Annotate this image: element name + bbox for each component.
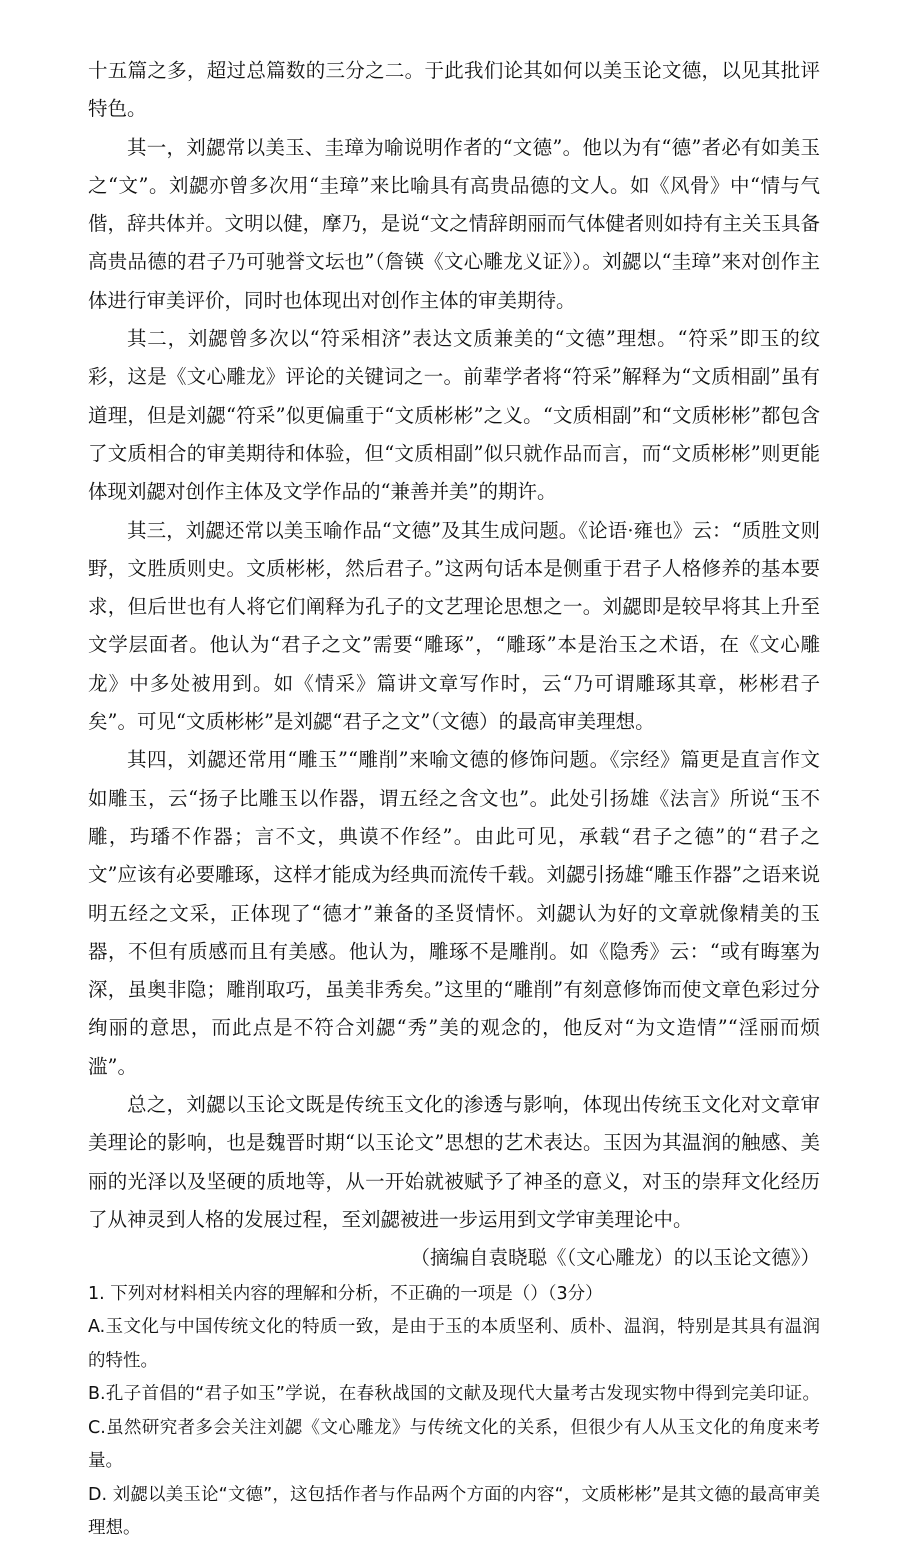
question-option-b-c: B.孔子首倡的“君子如玉”学说，在春秋战国的文献及现代大量考古发现实物中得到完美印证。C.虽然研究者多会关注刘勰《文心雕龙》与传统文化的关系，但很少有人从玉文化的角度来考量。 <box>88 1384 820 1471</box>
question-option-a: A.玉文化与中国传统文化的特质一致，是由于玉的本质坚利、质朴、温润，特别是其具有温润的特性。 <box>88 1317 820 1371</box>
article-source-citation: （摘编自袁晓聪《（文心雕龙）的以玉论文德》） <box>410 1246 820 1270</box>
question-option-d: D. 刘勰以美玉论“文德”，这包括作者与作品两个方面的内容“，文质彬彬”是其文德的最高审美理想。 <box>88 1484 820 1538</box>
article-paragraph-3: 其三，刘勰还常以美玉喻作品“文德”及其生成问题。《论语·雍也》云：“质胜文则野，文胜质则史。文质彬彬，然后君子。”这两句话本是侧重于君子人格修养的基本要求，但后世也有人将它们阐释为孔子的文艺理论思想之一。刘勰即是较早将其上升至文学层面者。他认为“君子之文”需要“雕琢”，“雕琢”本是治玉之术语，在《文心雕龙》中多处被用到。如《情采》篇讲文章写作时，云“乃可谓雕琢其章，彬彬君子矣”。可见“文质彬彬”是刘勰“君子之文”（文德）的最高审美理想。 <box>88 518 820 734</box>
article-paragraph-continuation: 十五篇之多，超过总篇数的三分之二。于此我们论其如何以美玉论文德，以见其批评特色。 <box>88 59 820 121</box>
question-stem: 1. 下列对材料相关内容的理解和分析，不正确的一项是（）（3分） <box>88 1283 603 1304</box>
article-paragraph-1: 其一，刘勰常以美玉、圭璋为喻说明作者的“文德”。他以为有“德”者必有如美玉之“文”。刘勰亦曾多次用“圭璋”来比喻具有高贵品德的文人。如《风骨》中“情与气偕，辞共体并。文明以健，摩乃，是说“文之情辞朗丽而气体健者则如持有主关玉具备高贵品德的君子乃可驰誉文坛也”（詹锳《文心雕龙义证》）。刘勰以“圭璋”来对创作主体进行审美评价，同时也体现出对创作主体的审美期待。 <box>88 135 820 312</box>
document-page <box>88 52 820 1546</box>
article-paragraph-conclusion: 总之，刘勰以玉论文既是传统玉文化的渗透与影响，体现出传统玉文化对文章审美理论的影响，也是魏晋时期“以玉论文”思想的艺术表达。玉因为其温润的触感、美丽的光泽以及坚硬的质地等，从一开始就被赋予了神圣的意义，对玉的崇拜文化经历了从神灵到人格的发展过程，至刘勰被进一步运用到文学审美理论中。 <box>88 1093 820 1231</box>
article-paragraph-2: 其二，刘勰曾多次以“符采相济”表达文质兼美的“文德”理想。“符采”即玉的纹彩，这是《文心雕龙》评论的关键词之一。前辈学者将“符采”解释为“文质相副”虽有道理，但是刘勰“符采”似更偏重于“文质彬彬”之义。“文质相副”和“文质彬彬”都包含了文质相合的审美期待和体验，但“文质相副”似只就作品而言，而“文质彬彬”则更能体现刘勰对创作主体及文学作品的“兼善并美”的期许。 <box>88 327 820 504</box>
article-paragraph-4: 其四，刘勰还常用“雕玉”“雕削”来喻文德的修饰问题。《宗经》篇更是直言作文如雕玉，云“扬子比雕玉以作器，谓五经之含文也”。此处引扬雄《法言》所说“玉不雕，玙璠不作器；言不文，典谟不作经”。由此可见，承载“君子之德”的“君子之文”应该有必要雕琢，这样才能成为经典而流传千载。刘勰引扬雄“雕玉作器”之语来说明五经之文采，正体现了“德才”兼备的圣贤情怀。刘勰认为好的文章就像精美的玉器，不但有质感而且有美感。他认为，雕琢不是雕削。如《隐秀》云：“或有晦塞为深，虽奥非隐；雕削取巧，虽美非秀矣。”这里的“雕削”有刻意修饰而使文章色彩过分绚丽的意思，而此点是不符合刘勰“秀”美的观念的，他反对“为文造情”“淫丽而烦滥”。 <box>88 748 820 1078</box>
